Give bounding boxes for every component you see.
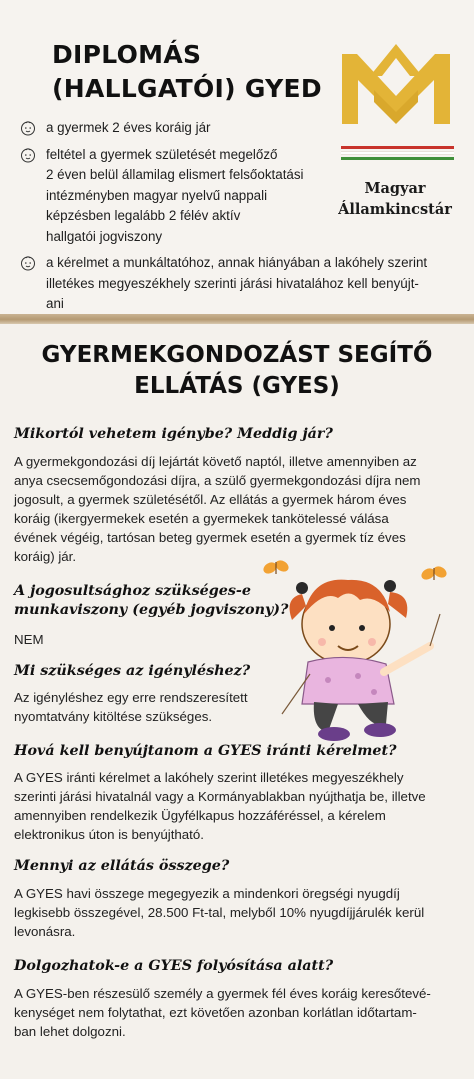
title-line-2: (HALLGATÓI) GYED (52, 74, 322, 103)
answer-text: A GYES iránti kérelmet a lakóhely szerint illetékes megyeszékhely szerinti járási hivatalnál vagy a Kormányablakban nyújthatja be, illetve amennyiben rendelkezik Ügyfélkapus hozzáféréssel, a kérelem elektronikus úton is benyújtható. (14, 770, 426, 842)
hungarian-flag-stripes (341, 146, 454, 162)
bullet-item (20, 253, 450, 315)
gyes-title-line-2: ELLÁTÁS (GYES) (134, 373, 340, 399)
question-heading: Hová kell benyújtanom a GYES iránti kérelmet? (14, 743, 397, 759)
butterfly-icon (419, 564, 448, 582)
gyes-title-line-1: GYERMEKGONDOZÁST SEGÍTŐ (41, 342, 433, 368)
answer-text: Az igényléshez egy erre rendszeresített nyomtatvány kitöltése szükséges. (14, 690, 248, 724)
answer-text: A GYES-ben részesülő személy a gyermek fél éves koráig keresőtevé- kenységet nem folytathat, ezt követően azonban korlátlan időtartam- ban lehet dolgozni. (14, 986, 431, 1039)
gyes-title (0, 340, 474, 402)
question-heading: Mikortól vehetem igénybe? Meddig jár? (14, 426, 333, 442)
section-divider (0, 314, 474, 324)
butterfly-icon (262, 558, 291, 576)
answer-text: A gyermekgondozási díj lejártát követő naptól, illetve amennyiben az anya csecsemőgondozási díjra, a szülő gyermekgondozási díjra nem jogosult, a gyermek születésétől. Az ellátás a gyermek három éves koráig (ikergyermekek esetén a gyermekek tankötelessé válása évének végéig, tartósan beteg gyermek esetén a gyermek tíz éves koráig) jár. (14, 454, 421, 564)
baby-face-icon (20, 120, 36, 136)
title-line-1: DIPLOMÁS (52, 40, 202, 69)
answer-text: NEM (14, 632, 44, 647)
logo-text-line-2: Államkincstár (338, 201, 452, 218)
bullet-text: a kérelmet a munkáltatóhoz, annak hiányában a lakóhely szerint illetékes megyeszékhely szerinti járási hivatalához kell benyújt- ani (46, 255, 428, 311)
question-heading: Mennyi az ellátás összege? (14, 858, 230, 874)
diplomas-gyed-title (52, 38, 332, 106)
logo-text-line-1: Magyar (364, 180, 426, 197)
child-illustration (262, 554, 462, 744)
answer-text: A GYES havi összege megegyezik a mindenkori öregségi nyugdíj legkisebb összegével, 28.500 Ft-tal, melyből 10% nyugdíjjárulék kerül levonásra. (14, 886, 425, 939)
question-heading: A jogosultsághoz szükséges-e munkaviszony (egyéb jogviszony)? (14, 583, 289, 618)
allamkincstar-logo-icon (338, 40, 454, 130)
question-heading: Dolgozhatok-e a GYES folyósítása alatt? (14, 958, 334, 974)
bullet-text: a gyermek 2 éves koráig jár (46, 120, 211, 135)
question-heading: Mi szükséges az igényléshez? (14, 663, 251, 679)
baby-face-icon (20, 147, 36, 163)
diplomas-gyed-panel (0, 0, 474, 318)
baby-face-icon (20, 255, 36, 271)
logo-text (320, 178, 470, 220)
bullet-text: feltétel a gyermek születését megelőző 2 éven belül államilag elismert felsőoktatási intézményben magyar nyelvű nappali képzésben legalább 2 félév aktív hallgatói jogviszony (46, 146, 304, 244)
